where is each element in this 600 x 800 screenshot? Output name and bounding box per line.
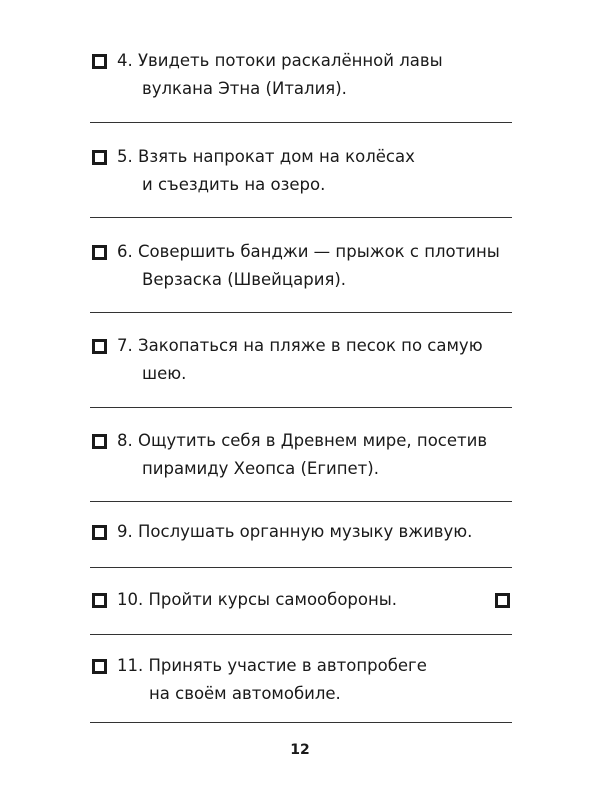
checklist-item-8 [90, 408, 512, 502]
checkbox-icon[interactable] [92, 150, 107, 165]
item-line-1: Совершить банджи — прыжок с плотины [138, 242, 500, 261]
item-number: 11. [117, 656, 144, 675]
item-text [117, 47, 512, 103]
item-number: 10. [117, 590, 144, 609]
item-line-1: Увидеть потоки раскалённой лавы [138, 51, 443, 70]
checkbox-icon[interactable] [92, 54, 107, 69]
checklist-item-10 [90, 568, 512, 635]
item-line-2: пирамиду Хеопса (Египет). [142, 459, 379, 478]
item-number: 9. [117, 522, 133, 541]
item-line-2: шею. [142, 364, 187, 383]
item-text [117, 652, 512, 708]
item-number: 5. [117, 147, 133, 166]
checkbox-icon[interactable] [92, 593, 107, 608]
checkbox-icon[interactable] [92, 525, 107, 540]
checklist-item-9 [90, 502, 512, 568]
checklist-item-11 [90, 635, 512, 723]
item-line-1: Взять напрокат дом на колёсах [138, 147, 415, 166]
item-line-1: Пройти курсы самообороны. [148, 590, 398, 609]
item-text [117, 143, 512, 199]
item-text [117, 586, 512, 614]
page-number: 12 [290, 742, 310, 758]
checkbox-icon[interactable] [92, 434, 107, 449]
item-text [117, 332, 512, 388]
checkbox-icon[interactable] [92, 659, 107, 674]
checklist-item-5 [90, 123, 512, 218]
item-line-2: и съездить на озеро. [142, 175, 326, 194]
item-line-1: Ощутить себя в Древнем мире, посетив [138, 431, 488, 450]
item-line-1: Послушать органную музыку вживую. [138, 522, 473, 541]
checklist [90, 44, 512, 723]
item-text [117, 238, 512, 294]
item-number: 7. [117, 336, 133, 355]
checklist-item-4 [90, 44, 512, 123]
checkbox-icon[interactable] [92, 339, 107, 354]
item-line-2: Верзаска (Швейцария). [142, 270, 347, 289]
checklist-item-6 [90, 218, 512, 313]
extra-checkbox-icon[interactable] [495, 593, 510, 608]
checkbox-icon[interactable] [92, 245, 107, 260]
item-text [117, 427, 512, 483]
item-text [117, 518, 512, 546]
item-line-1: Закопаться на пляже в песок по самую [138, 336, 483, 355]
item-number: 8. [117, 431, 133, 450]
item-number: 6. [117, 242, 133, 261]
item-line-2: вулкана Этна (Италия). [142, 79, 347, 98]
item-line-2: на своём автомобиле. [149, 684, 341, 703]
item-line-1: Принять участие в автопробеге [148, 656, 427, 675]
checklist-item-7 [90, 313, 512, 408]
item-number: 4. [117, 51, 133, 70]
